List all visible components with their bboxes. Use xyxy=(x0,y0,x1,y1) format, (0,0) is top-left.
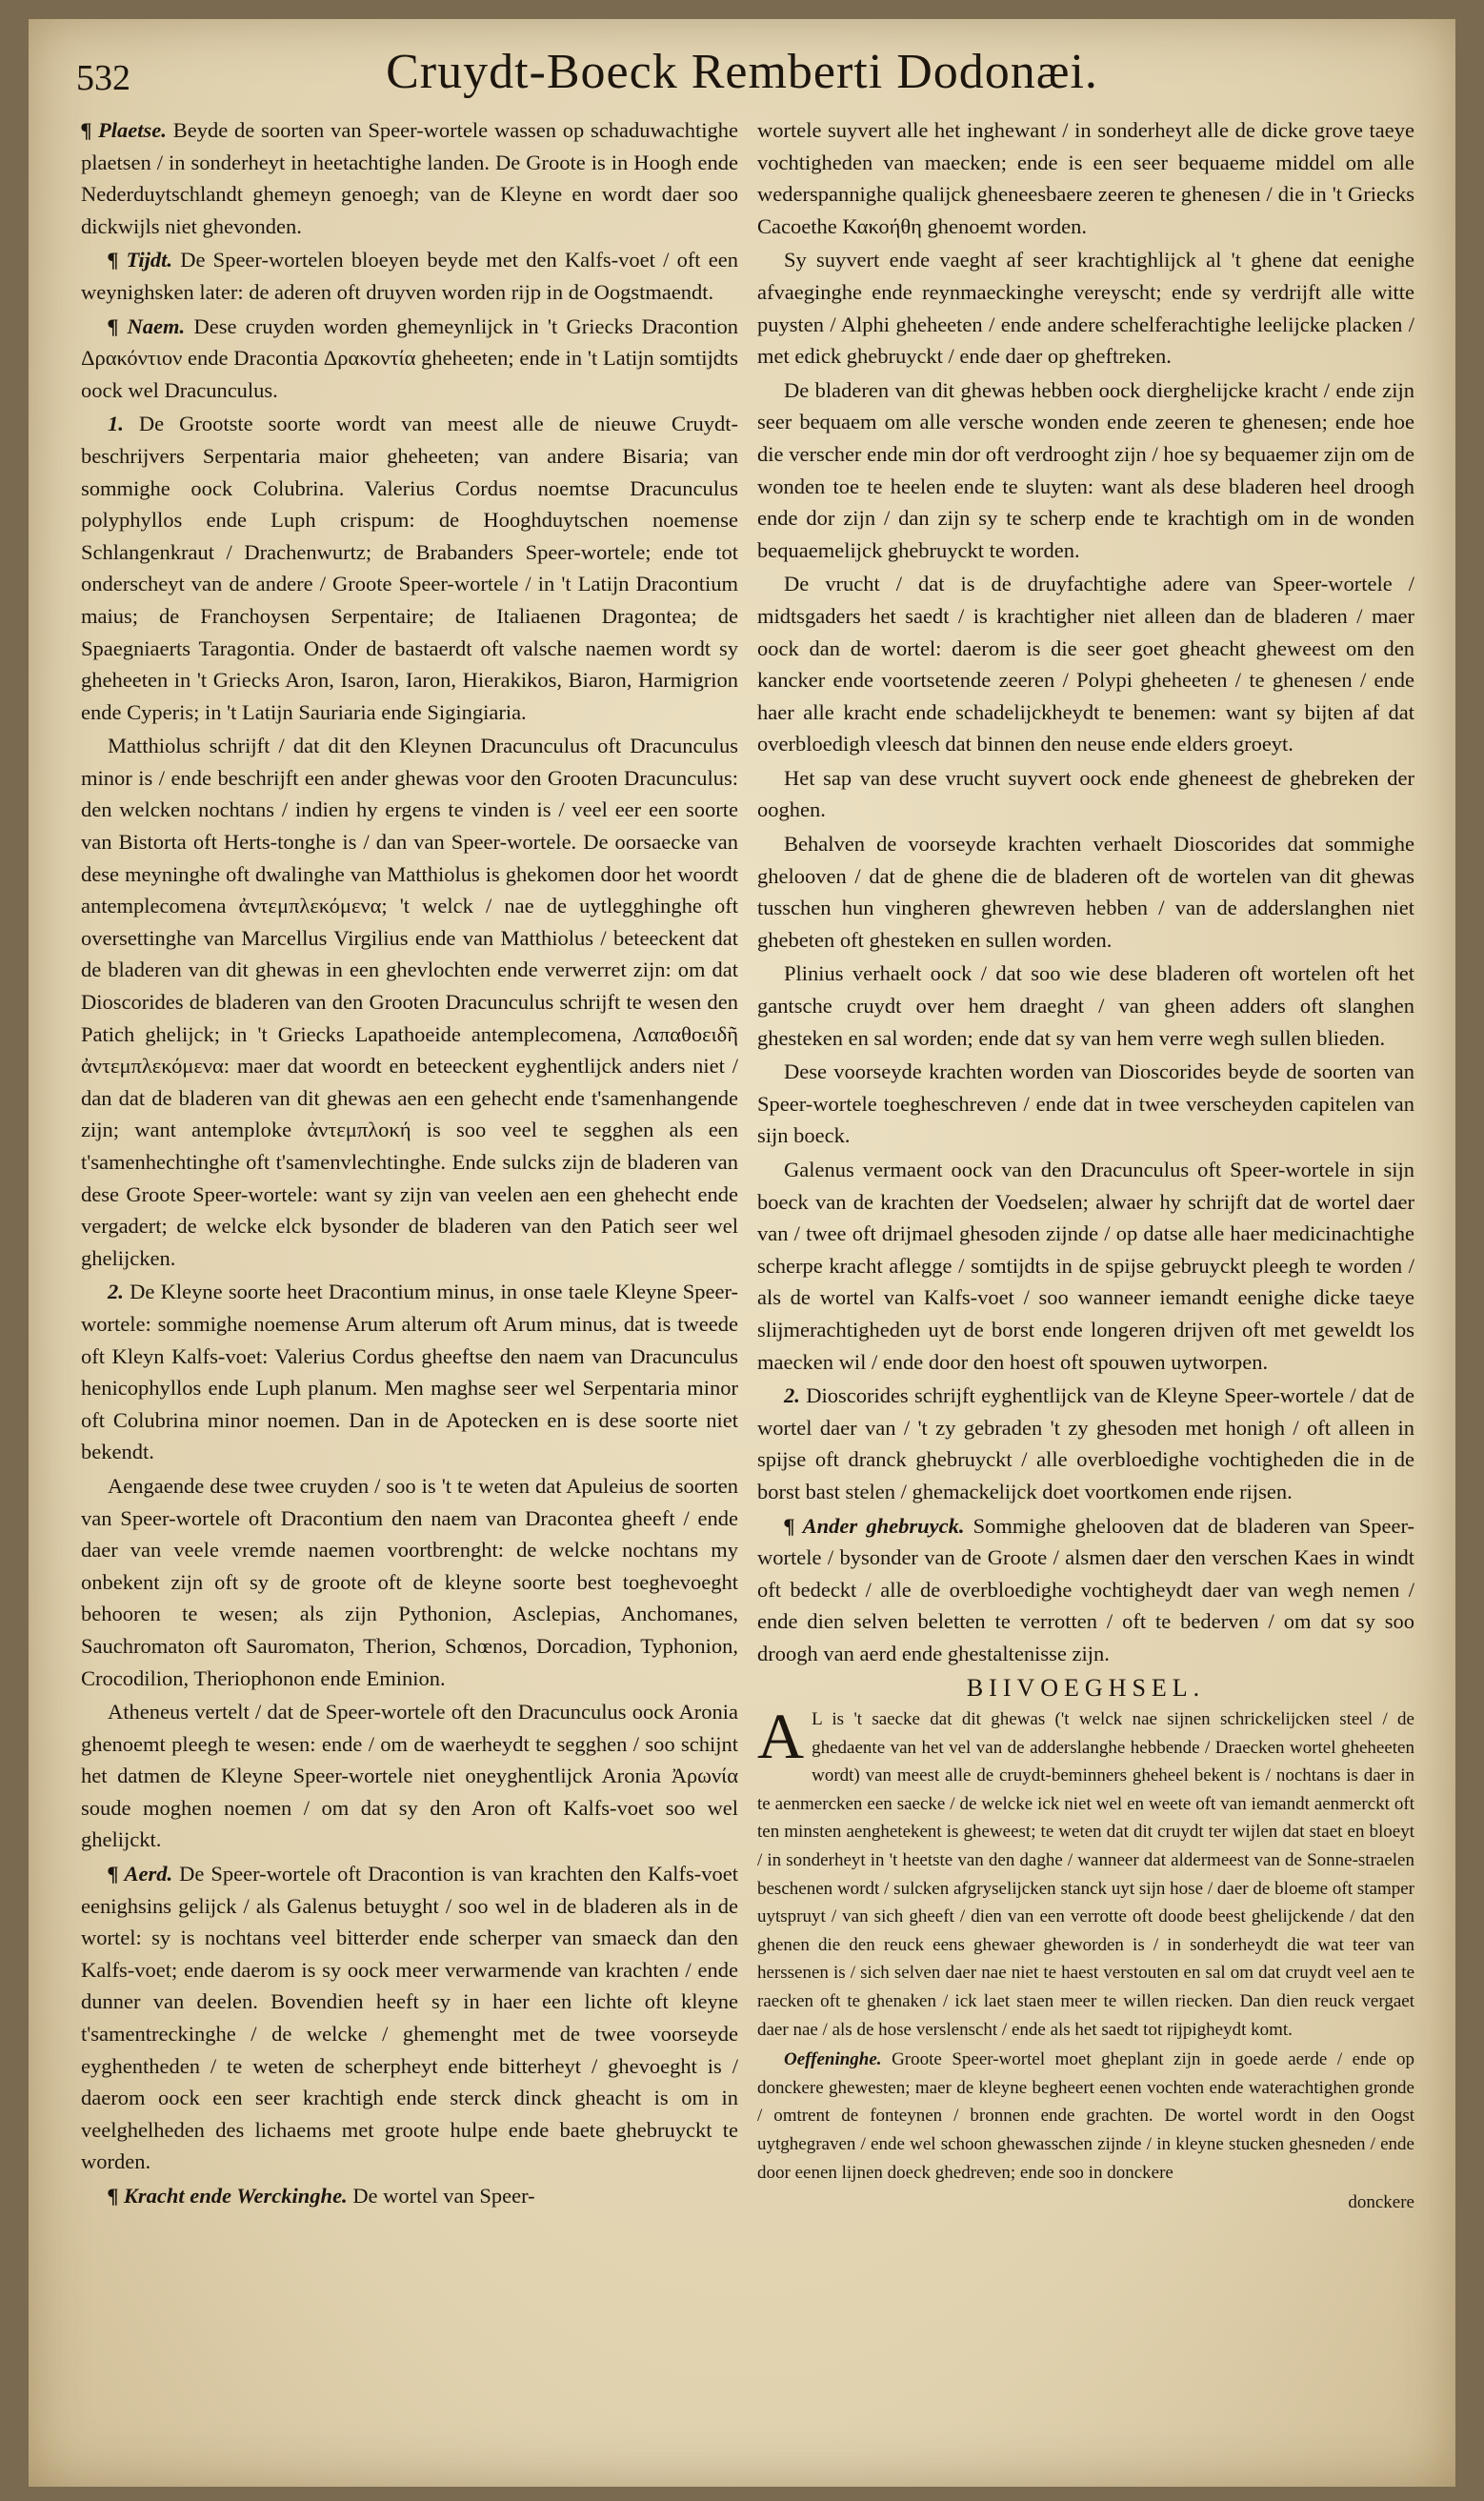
paragraph-text: Aengaende dese twee cruyden / soo is 't te weten dat Apuleius de soorten van Speer-wortele oft Dracontium den naem van Dracontea gheeft / ende daer van veele vremde naemen voortbrenght: de welcke nochtans my onbekent zijn oft sy de groote oft de kleyne soorte best toeghevoeght behooren te wesen; als zijn Pythonion, Asclepias, Anchomanes, Sauchromaton oft Sauromaton, Therion, Schœnos, Dorcadion, Typhonion, Crocodilion, Theriophonon ende Eminion. xyxy=(81,1473,738,1690)
page-number: 532 xyxy=(76,58,130,98)
paragraph-lead: 1. xyxy=(108,412,124,436)
page-header xyxy=(67,36,1417,103)
paragraph xyxy=(757,374,1414,567)
paragraph-lead: Oeffeninghe. xyxy=(784,2049,882,2070)
running-title: Cruydt-Boeck Remberti Dodonæi. xyxy=(386,45,1098,99)
paragraph-text: Galenus vermaent oock van den Dracunculus oft Speer-wortele in sijn boeck van de krachten der Voedselen; alwaer hy schrijft dat de wortel daer van / twee oft drijmael ghesoden zijnde / op datse alle haer medicinachtighe scherpe kracht aflegge / somtijdts in de spijse gebruyckt pleegh te worden / als de wortel van Kalfs-voet / soo wanneer iemandt eenighe dicke taeye slijmerachtigheden uyt de borst ende longeren drijven oft met geweldt los maecken wil / ende door den hoest oft spouwen uytworpen. xyxy=(757,1158,1414,1374)
paragraph-text: Sommighe ghelooven dat de bladeren van Speer-wortele / bysonder van de Groote / alsmen daer den verschen Kaes in windt oft bedeckt / alle de overbloedighe vochtigheydt daer van wegh nemen / ende dien selven beletten te verrotten / oft te bederven / om dat sy soo droogh van aerd ende ghestaltenisse zijn. xyxy=(757,1513,1415,1665)
paragraph xyxy=(757,1154,1414,1378)
paragraph xyxy=(757,958,1414,1054)
paragraph-lead: ¶ Ander ghebruyck. xyxy=(784,1513,965,1538)
paragraph-text: Matthiolus schrijft / dat dit den Kleynen Dracunculus oft Dracunculus minor is / ende beschrijft een ander ghewas voor den Grooten Dracunculus: den welcken nochtans / indien hy ergens te vinden is / veel eer een soorte van Bistorta oft Herts-tonghe is / dan van Speer-wortele. De oorsaecke van dese meyninghe oft dwalinghe van Matthiolus is ghekomen door het woordt antemplecomena ἀντεμπλεκόμενα; 't welck / nae de uytlegghinghe oft oversettinghe van Marcellus Virgilius ende van Matthiolus / beteeckent dat de bladeren van dit ghewas in een ghevlochten ende verwerret zijn: om dat Dioscorides de bladeren van den Grooten Dracunculus schrijft te wesen den Patich ghelijck; in 't Griecks Lapathoeide antemplecomena, Λαπαθοειδῆ ἀντεμπλεκόμενα: maer dat woordt en beteeckent eyghentlijck anders niet / dan dat de bladeren van dit ghewas aen een gehecht ende t'samenhangende zijn; want antemploke ἀντεμπλοκή is soo veel te segghen als een t'samenhechtinghe oft t'samenvlechtinghe. Ende sulcks zijn de bladeren van dese Groote Speer-wortele: want sy zijn van veelen aen een ghehecht ende vergadert; de welcke elck bysonder de bladeren van den Patich seer wel ghelijcken. xyxy=(81,734,738,1270)
paragraph-lead: ¶ Kracht ende Werckinghe. xyxy=(108,2184,348,2208)
paragraph-text: Behalven de voorseyde krachten verhaelt Dioscorides dat sommighe ghelooven / dat de ghene die de bladeren oft de wortelen van dit ghewas tusschen hun vingheren ghewreven hebben / van de adderslanghen niet ghebeten oft ghesteken en sullen worden. xyxy=(757,832,1414,952)
paragraph-text: De bladeren van dit ghewas hebben oock dierghelijcke kracht / ende zijn seer bequaem om alle versche wonden ende zeeren te ghenesen; ende hoe die verscher ende min dor oft verdrooght zijn / hoe sy bequaemer zijn om de wonden toe te heelen ende te sluyten: want als dese bladeren heel droogh ende dor zijn / dan zijn sy te scherp ende te krachtigh om in de wonden bequaemelijck ghebruyckt te worden. xyxy=(757,377,1414,562)
paragraph-text: De Grootste soorte wordt van meest alle de nieuwe Cruydt-beschrijvers Serpentaria maior gheheeten; van andere Bisaria; van sommighe oock Colubrina. Valerius Cordus noemtse Dracunculus polyphyllos ende Luph crispum: de Hooghduytschen noemense Schlangenkraut / Drachenwurtz; de Brabanders Speer-wortele; ende tot onderscheyt van de andere / Groote Speer-wortele / in 't Latijn Dracontium maius; de Franchoysen Serpentaire; de Italiaenen Dragontea; de Spaegniaerts Taragontia. Onder de bastaerdt oft valsche naemen wordt sy gheheeten in 't Griecks Aron, Isaron, Iaron, Hierakikos, Biaron, Harmigrion ende Cyperis; in 't Latijn Sauriaria ende Sigingiaria. xyxy=(81,412,738,724)
paragraph-text: De vrucht / dat is de druyfachtighe adere van Speer-wortele / midtsgaders het saedt / is krachtigher niet alleen dan de bladeren / maer oock dan de wortel: daerom is die seer goet gheacht gheweest om den kancker ende voortsetende zeeren / Polypi gheheeten / te ghenesen / ende haer alle kracht ende schadelijckheydt te benemen: want sy bijten af dat overbloedigh vleesch dat binnen den neuse ende elders groeyt. xyxy=(757,572,1414,756)
paragraph xyxy=(757,568,1414,760)
paragraph-text: Atheneus vertelt / dat de Speer-wortele oft den Dracunculus oock Aronia ghenoemt pleegh te wesen: ende / om de waerheydt te segghen / soo schijnt het datmen de Kleyne Speer-wortele niet oneyghentlijck Aronia Ἀρωνία soude moghen noemen / om dat sy den Aron oft Kalfs-voet soo wel ghelijckt. xyxy=(81,1700,738,1852)
paragraph xyxy=(757,114,1414,242)
paragraph xyxy=(757,1380,1414,1507)
paragraph-text: Dese voorseyde krachten worden van Dioscorides beyde de soorten van Speer-wortele toegheschreven / ende dat in twee verscheyden capitelen van sijn boeck. xyxy=(757,1059,1414,1148)
paragraph xyxy=(757,1056,1414,1152)
paragraph xyxy=(81,1858,738,2178)
drop-cap: A xyxy=(757,1700,805,1773)
book-page xyxy=(29,19,1455,2487)
paragraph-lead: ¶ Naem. xyxy=(108,313,186,338)
paragraph xyxy=(81,730,738,1274)
paragraph xyxy=(81,1276,738,1468)
paragraph-text: Sy suyvert ende vaeght af seer krachtighlijck al 't ghene dat eenighe afvaeginghe ende reynmaeckinghe vereyscht; ende sy verdrijft alle witte puysten / Alphi gheheeten / ende andere schelferachtighe leelijcke placken / met edick ghebruyckt / ende daer op gheftreken. xyxy=(757,248,1414,369)
catchword: donckere xyxy=(1348,2192,1414,2213)
paragraph xyxy=(757,1510,1414,1670)
paragraph xyxy=(81,311,738,407)
paragraph xyxy=(81,1470,738,1694)
paragraph-text: De Speer-wortele oft Dracontion is van krachten den Kalfs-voet eenighsins gelijck / als Galenus betuyght / soo wel in de bladeren als in de wortel: sy is nochtans veel bitterder ende scherper van smaeck dan den Kalfs-voet; ende daerom is sy oock meer verwarmende van krachten / ende dunner van deelen. Bovendien heeft sy in haer een lichte oft kleyne t'samentreckinghe / de welcke / ghemenght met de twee voorseyde eyghentheden / te weten de scherpheyt ende bitterheyt / ghevoeght is / daerom oock een seer krachtigh ende sterck dinck gheacht is om in veelghelheden des lichaems met groote hulpe ende baete ghebruyckt te worden. xyxy=(81,1862,738,2174)
paragraph-text: L is 't saecke dat dit ghewas ('t welck nae sijnen schrickelijcken steel / de ghedaente van het vel van de adderslanghe hebbende / Draecken wortel gheheeten wordt) van meest alle de cruydt-beminners gheheel bekent is / nochtans is daer in te aenmercken een saecke / de welcke ick niet wel en weete oft van iemandt aenmerckt oft ten minsten aenghetekent is gheweest; te weten dat dit cruydt ter wijlen dat staet en bloeyt / in sonderheyt in 't heetste van den daghe / wanneer dat aldermeest van de Sonne-straelen beschenen wordt / sulcken afgryselijcken stanck uyt sijn hose / daer de bloeme oft stamper uytspruyt / van sich gheeft / dien van een verrotte oft doode beest ghelijckende / dat den ghenen die den reuck eens ghewaer gheworden is / in sonderheydt die wat teer van herssenen is / sich selven daer nae niet te haest verstouten en sal om dat cruydt veel aen te raecken oft te ghenaken / ick laet staen meer te willen riecken. Dan dien reuck vergaet daer nae / als de hose verslenscht / ende als het saedt tot rijpigheydt komt. xyxy=(757,1709,1414,2040)
paragraph-text: De wortel van Speer- xyxy=(352,2184,535,2208)
paragraph-lead: 2. xyxy=(784,1383,800,1408)
supplement-heading: BIIVOEGHSEL. xyxy=(966,1673,1206,1702)
paragraph xyxy=(757,244,1414,372)
paragraph xyxy=(81,1696,738,1856)
paragraph-lead: ¶ Plaetse. xyxy=(81,118,167,142)
paragraph xyxy=(757,1700,1414,2044)
paragraph-text: Beyde de soorten van Speer-wortele wassen op schaduwachtighe plaetsen / in sonderheyt in heetachtighe landen. De Groote is in Hoogh ende Nederduytschlandt ghemeyn genoegh; van de Kleyne en wordt daer soo dickwijls niet ghevonden. xyxy=(81,118,739,238)
paragraph-text: Dese cruyden worden ghemeynlijck in 't Griecks Dracontion Δρακόντιον ende Dracontia Δρακοντία gheheeten; ende in 't Latijn somtijdts oock wel Dracunculus. xyxy=(81,313,738,402)
right-column xyxy=(757,114,1414,2217)
paragraph xyxy=(81,114,738,242)
paragraph-lead: ¶ Aerd. xyxy=(108,1862,173,1886)
paragraph-text: Dioscorides schrijft eyghentlijck van de Kleyne Speer-wortele / dat de wortel daer van / 't zy gebraden 't zy ghesoden met honigh / oft alleen in spijse oft dranck ghebruyckt / alle overbloedighe vochtigheden die in de borst bast stelen / ghemackelijck doet voortkomen ende rijsen. xyxy=(757,1383,1414,1503)
paragraph xyxy=(757,762,1414,826)
paragraph xyxy=(81,2180,738,2212)
paragraph-lead: ¶ Tijdt. xyxy=(108,248,173,272)
paragraph-text: De Speer-wortelen bloeyen beyde met den Kalfs-voet / oft een weynighsken later: de aderen oft druyven worden rijp in de Oogstmaendt. xyxy=(81,248,738,304)
paragraph xyxy=(81,244,738,308)
left-column xyxy=(81,114,738,2214)
paragraph-lead: 2. xyxy=(108,1280,124,1304)
paragraph xyxy=(81,408,738,728)
paragraph-text: Groote Speer-wortel moet gheplant zijn in goede aerde / ende op donckere ghewesten; maer de kleyne begheert eenen vochten ende waterachtighen gronde / omtrent de fonteynen / bronnen ende grachten. De wortel wordt in den Oogst uytghegraven / ende wel schoon ghewasschen zijnde / in kleyne stucken ghesneden / ende door eenen lijnen doeck ghedreven; ende soo in donckere xyxy=(757,2049,1415,2183)
paragraph-text: wortele suyvert alle het inghewant / in sonderheyt alle de dicke grove taeye vochtigheden van maecken; ende is een seer bequaeme middel om alle wederspannighe qualijck gheneesbaere zeeren te ghenesen / die in 't Griecks Cacoethe Κακοήθη ghenoemt worden. xyxy=(757,118,1414,238)
paragraph-text: Plinius verhaelt oock / dat soo wie dese bladeren oft wortelen oft het gantsche cruydt over hem draeght / van gheen adders oft slanghen ghesteken en sal worden; ende dat sy van hem verre wegh sullen blieden. xyxy=(757,961,1414,1050)
supplement-section xyxy=(757,1700,1415,2217)
paragraph-text: Het sap van dese vrucht suyvert oock ende gheneest de ghebreken der ooghen. xyxy=(757,765,1414,822)
paragraph xyxy=(757,2046,1414,2187)
paragraph-text: De Kleyne soorte heet Dracontium minus, in onse taele Kleyne Speer-wortele: sommighe noemense Arum alterum oft Arum minus, dat is tweede oft Kleyn Kalfs-voet: Valerius Cordus gheeftse den naem van Dracunculus henicophyllos ende Luph planum. Men maghse seer wel Serpentaria minor oft Colubrina minor noemen. Dan in de Apotecken en is dese soorte niet bekendt. xyxy=(81,1280,738,1464)
paragraph xyxy=(757,828,1414,956)
